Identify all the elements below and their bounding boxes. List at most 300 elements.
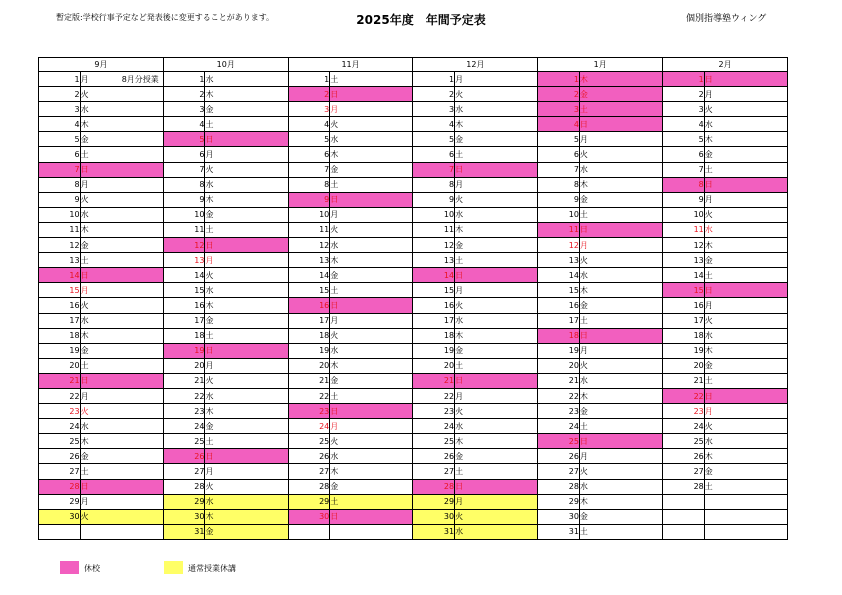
day-note: [746, 404, 788, 419]
day-number: 15: [413, 283, 455, 298]
day-number: 26: [163, 449, 205, 464]
day-note: [371, 102, 413, 117]
day-note: [122, 268, 164, 283]
day-note: [371, 313, 413, 328]
day-number: 21: [39, 373, 81, 388]
day-number: 14: [163, 268, 205, 283]
day-number: 19: [163, 343, 205, 358]
weekday: 水: [455, 102, 497, 117]
calendar-row: [39, 162, 788, 177]
day-note: [371, 132, 413, 147]
day-number: 15: [39, 283, 81, 298]
weekday: 火: [330, 222, 372, 237]
day-note: [247, 147, 289, 162]
day-number: 29: [163, 494, 205, 509]
day-note: [371, 419, 413, 434]
day-number: 6: [538, 147, 580, 162]
day-number: 31: [413, 524, 455, 539]
day-number: 2: [163, 87, 205, 102]
day-note: [122, 373, 164, 388]
weekday: 日: [330, 404, 372, 419]
day-note: [122, 419, 164, 434]
legend-no-class-label: 通常授業休講: [188, 564, 236, 573]
day-number: 22: [39, 388, 81, 403]
day-note: [122, 328, 164, 343]
day-note: [496, 222, 538, 237]
day-number: 19: [288, 343, 330, 358]
day-number: 8: [413, 177, 455, 192]
day-note: [247, 343, 289, 358]
weekday: 水: [455, 524, 497, 539]
day-note: [746, 434, 788, 449]
day-note: [621, 449, 663, 464]
day-note: [746, 147, 788, 162]
day-note: [122, 434, 164, 449]
day-number: 18: [413, 328, 455, 343]
day-number: 12: [538, 238, 580, 253]
day-note: [122, 298, 164, 313]
day-number: 26: [538, 449, 580, 464]
day-note: [247, 207, 289, 222]
day-number: 13: [538, 253, 580, 268]
day-number: 12: [413, 238, 455, 253]
day-number: 1: [288, 72, 330, 87]
day-note: [496, 313, 538, 328]
weekday: 金: [704, 358, 746, 373]
day-number: 27: [288, 464, 330, 479]
day-number: 8: [288, 177, 330, 192]
weekday: [704, 494, 746, 509]
calendar-row: [39, 343, 788, 358]
weekday: 木: [80, 328, 122, 343]
day-note: [746, 132, 788, 147]
weekday: 木: [579, 388, 621, 403]
day-note: [496, 268, 538, 283]
day-number: 24: [163, 419, 205, 434]
weekday: 水: [205, 283, 247, 298]
weekday: 火: [579, 147, 621, 162]
weekday: 火: [205, 268, 247, 283]
calendar-row: [39, 524, 788, 539]
calendar-row: [39, 253, 788, 268]
day-note: [496, 253, 538, 268]
day-note: [496, 509, 538, 524]
day-note: [371, 283, 413, 298]
weekday: 日: [455, 373, 497, 388]
day-number: 17: [663, 313, 705, 328]
day-note: [371, 72, 413, 87]
weekday: 日: [205, 343, 247, 358]
weekday: 日: [205, 449, 247, 464]
calendar-row: [39, 87, 788, 102]
day-note: [247, 298, 289, 313]
day-note: [247, 328, 289, 343]
weekday: 火: [80, 404, 122, 419]
day-note: [621, 72, 663, 87]
weekday: 土: [579, 207, 621, 222]
day-note: [621, 87, 663, 102]
day-number: 2: [413, 87, 455, 102]
day-number: 9: [288, 192, 330, 207]
calendar-row: [39, 434, 788, 449]
day-note: [371, 404, 413, 419]
day-note: [496, 464, 538, 479]
day-note: [621, 147, 663, 162]
weekday: 水: [80, 102, 122, 117]
weekday: 木: [205, 404, 247, 419]
weekday: 木: [330, 464, 372, 479]
day-number: 28: [163, 479, 205, 494]
day-number: 22: [288, 388, 330, 403]
day-number: 28: [39, 479, 81, 494]
day-number: 19: [413, 343, 455, 358]
weekday: 金: [80, 343, 122, 358]
day-number: 22: [538, 388, 580, 403]
weekday: 金: [704, 464, 746, 479]
day-note: [122, 117, 164, 132]
weekday: 水: [579, 162, 621, 177]
day-note: [746, 358, 788, 373]
day-number: 22: [413, 388, 455, 403]
day-note: [746, 313, 788, 328]
day-number: 18: [39, 328, 81, 343]
day-note: [247, 358, 289, 373]
day-number: 27: [163, 464, 205, 479]
weekday: 日: [704, 177, 746, 192]
weekday: 月: [80, 72, 122, 87]
weekday: 水: [330, 238, 372, 253]
day-number: 21: [538, 373, 580, 388]
weekday: 土: [330, 72, 372, 87]
day-number: 11: [538, 222, 580, 237]
weekday: 火: [579, 358, 621, 373]
weekday: 木: [704, 238, 746, 253]
weekday: 水: [704, 434, 746, 449]
day-note: [746, 238, 788, 253]
day-number: 28: [413, 479, 455, 494]
day-number: 8: [538, 177, 580, 192]
day-note: [746, 419, 788, 434]
day-number: 11: [663, 222, 705, 237]
day-number: [663, 524, 705, 539]
day-number: 23: [663, 404, 705, 419]
weekday: 水: [704, 328, 746, 343]
day-number: 3: [663, 102, 705, 117]
calendar-row: [39, 268, 788, 283]
day-note: [371, 358, 413, 373]
weekday: 土: [330, 283, 372, 298]
day-number: 31: [538, 524, 580, 539]
day-number: 23: [39, 404, 81, 419]
day-note: [247, 177, 289, 192]
day-note: [496, 207, 538, 222]
weekday: 土: [579, 313, 621, 328]
weekday: 金: [579, 192, 621, 207]
day-number: 7: [39, 162, 81, 177]
weekday: 日: [80, 373, 122, 388]
day-note: [496, 147, 538, 162]
weekday: 土: [205, 222, 247, 237]
day-number: 28: [663, 479, 705, 494]
day-note: [247, 132, 289, 147]
day-note: [247, 192, 289, 207]
weekday: 火: [80, 509, 122, 524]
day-number: 30: [39, 509, 81, 524]
month-header: 10月: [163, 58, 288, 72]
day-note: [496, 87, 538, 102]
day-note: [746, 117, 788, 132]
day-number: 26: [663, 449, 705, 464]
day-number: 18: [663, 328, 705, 343]
weekday: 日: [330, 298, 372, 313]
weekday: 日: [704, 72, 746, 87]
organization-name: 個別指導塾ウィング: [686, 14, 767, 24]
weekday: 土: [579, 419, 621, 434]
day-number: 15: [538, 283, 580, 298]
day-note: [621, 207, 663, 222]
day-number: 21: [163, 373, 205, 388]
calendar-row: [39, 102, 788, 117]
weekday: 木: [205, 298, 247, 313]
day-note: [247, 222, 289, 237]
calendar-row: [39, 328, 788, 343]
weekday: 月: [80, 388, 122, 403]
day-note: [247, 268, 289, 283]
day-note: [247, 419, 289, 434]
weekday: 金: [330, 268, 372, 283]
day-note: [122, 253, 164, 268]
day-note: [371, 238, 413, 253]
day-note: [122, 192, 164, 207]
day-number: 30: [163, 509, 205, 524]
day-number: 20: [413, 358, 455, 373]
day-note: [247, 373, 289, 388]
day-number: 7: [413, 162, 455, 177]
weekday: 火: [704, 102, 746, 117]
day-note: [122, 494, 164, 509]
day-note: [371, 87, 413, 102]
weekday: 火: [579, 253, 621, 268]
weekday: 土: [80, 464, 122, 479]
day-number: 1: [163, 72, 205, 87]
day-note: [621, 358, 663, 373]
weekday: 木: [80, 434, 122, 449]
calendar-row: [39, 147, 788, 162]
day-note: [371, 328, 413, 343]
weekday: 日: [205, 238, 247, 253]
weekday: 水: [330, 343, 372, 358]
day-note: [746, 388, 788, 403]
day-number: 4: [538, 117, 580, 132]
weekday: 月: [330, 207, 372, 222]
day-number: 12: [663, 238, 705, 253]
weekday: 月: [205, 253, 247, 268]
day-note: [496, 373, 538, 388]
weekday: 木: [205, 509, 247, 524]
day-number: 13: [288, 253, 330, 268]
weekday: 火: [455, 298, 497, 313]
day-number: 13: [39, 253, 81, 268]
weekday: 土: [704, 373, 746, 388]
day-note: [496, 192, 538, 207]
day-note: [247, 449, 289, 464]
calendar-row: [39, 177, 788, 192]
day-number: 2: [538, 87, 580, 102]
day-number: 22: [663, 388, 705, 403]
weekday: 土: [80, 147, 122, 162]
day-number: 24: [663, 419, 705, 434]
day-note: [621, 328, 663, 343]
day-note: [496, 494, 538, 509]
day-note: [496, 117, 538, 132]
day-note: [247, 72, 289, 87]
day-number: 15: [288, 283, 330, 298]
disclaimer-note: 暫定版:学校行事予定など発表後に変更することがあります。: [56, 13, 275, 22]
day-note: [746, 449, 788, 464]
weekday: 月: [80, 177, 122, 192]
weekday: 水: [330, 132, 372, 147]
day-number: 25: [39, 434, 81, 449]
weekday: 金: [455, 449, 497, 464]
weekday: 月: [579, 449, 621, 464]
day-number: 10: [663, 207, 705, 222]
day-number: 18: [163, 328, 205, 343]
day-number: 17: [413, 313, 455, 328]
day-number: [288, 524, 330, 539]
day-number: 16: [663, 298, 705, 313]
weekday: 木: [205, 192, 247, 207]
day-note: [746, 162, 788, 177]
day-note: [621, 479, 663, 494]
day-number: 14: [288, 268, 330, 283]
day-number: 7: [163, 162, 205, 177]
calendar-row: [39, 72, 788, 87]
day-note: [746, 253, 788, 268]
day-number: 4: [663, 117, 705, 132]
day-note: [122, 404, 164, 419]
day-note: [371, 494, 413, 509]
weekday: 金: [205, 313, 247, 328]
day-number: 3: [39, 102, 81, 117]
weekday: 金: [455, 132, 497, 147]
weekday: 水: [704, 117, 746, 132]
day-note: [621, 298, 663, 313]
weekday: 日: [704, 388, 746, 403]
weekday: 金: [330, 479, 372, 494]
day-note: [496, 419, 538, 434]
day-number: 10: [288, 207, 330, 222]
day-number: 5: [163, 132, 205, 147]
day-note: [496, 479, 538, 494]
weekday: 月: [330, 102, 372, 117]
day-number: 7: [288, 162, 330, 177]
calendar-row: [39, 283, 788, 298]
day-number: 6: [288, 147, 330, 162]
day-number: 23: [163, 404, 205, 419]
weekday: 月: [704, 192, 746, 207]
day-number: 29: [538, 494, 580, 509]
day-number: 1: [413, 72, 455, 87]
day-number: 3: [413, 102, 455, 117]
day-number: 3: [163, 102, 205, 117]
day-number: 5: [538, 132, 580, 147]
weekday: 月: [455, 283, 497, 298]
weekday: 土: [205, 117, 247, 132]
weekday: 月: [455, 72, 497, 87]
day-number: 9: [663, 192, 705, 207]
weekday: 日: [330, 509, 372, 524]
day-number: 24: [413, 419, 455, 434]
weekday: 金: [330, 373, 372, 388]
day-number: 21: [288, 373, 330, 388]
day-note: [746, 72, 788, 87]
calendar-row: [39, 449, 788, 464]
weekday: 日: [579, 222, 621, 237]
day-number: 8: [163, 177, 205, 192]
day-note: [247, 253, 289, 268]
weekday: 土: [455, 358, 497, 373]
day-note: [621, 268, 663, 283]
day-number: 14: [413, 268, 455, 283]
day-note: [746, 464, 788, 479]
day-number: 25: [288, 434, 330, 449]
day-number: 28: [538, 479, 580, 494]
weekday: 木: [205, 87, 247, 102]
weekday: 水: [455, 313, 497, 328]
weekday: 木: [579, 177, 621, 192]
day-note: [122, 132, 164, 147]
day-note: [621, 102, 663, 117]
day-number: [39, 524, 81, 539]
weekday: 月: [80, 283, 122, 298]
day-number: 8: [39, 177, 81, 192]
day-note: [621, 162, 663, 177]
day-number: 25: [413, 434, 455, 449]
day-number: 15: [663, 283, 705, 298]
day-note: [371, 177, 413, 192]
weekday: 火: [455, 509, 497, 524]
day-note: [496, 298, 538, 313]
day-note: [371, 434, 413, 449]
day-number: 20: [163, 358, 205, 373]
legend-closed-label: 休校: [84, 564, 100, 573]
day-number: 30: [288, 509, 330, 524]
day-note: [122, 313, 164, 328]
day-number: 9: [163, 192, 205, 207]
day-number: 15: [163, 283, 205, 298]
month-header: 9月: [39, 58, 164, 72]
weekday: 木: [704, 449, 746, 464]
weekday: 土: [704, 479, 746, 494]
legend-closed-swatch: [60, 561, 79, 574]
weekday: 土: [80, 253, 122, 268]
day-number: 29: [39, 494, 81, 509]
day-number: 6: [163, 147, 205, 162]
day-note: [371, 479, 413, 494]
day-number: 5: [413, 132, 455, 147]
day-note: [247, 117, 289, 132]
day-number: 25: [663, 434, 705, 449]
day-number: 9: [538, 192, 580, 207]
day-note: [496, 449, 538, 464]
day-number: 19: [39, 343, 81, 358]
weekday: 木: [80, 222, 122, 237]
weekday: 日: [80, 268, 122, 283]
day-number: 23: [288, 404, 330, 419]
weekday: 金: [80, 449, 122, 464]
calendar-row: [39, 388, 788, 403]
day-note: [122, 509, 164, 524]
